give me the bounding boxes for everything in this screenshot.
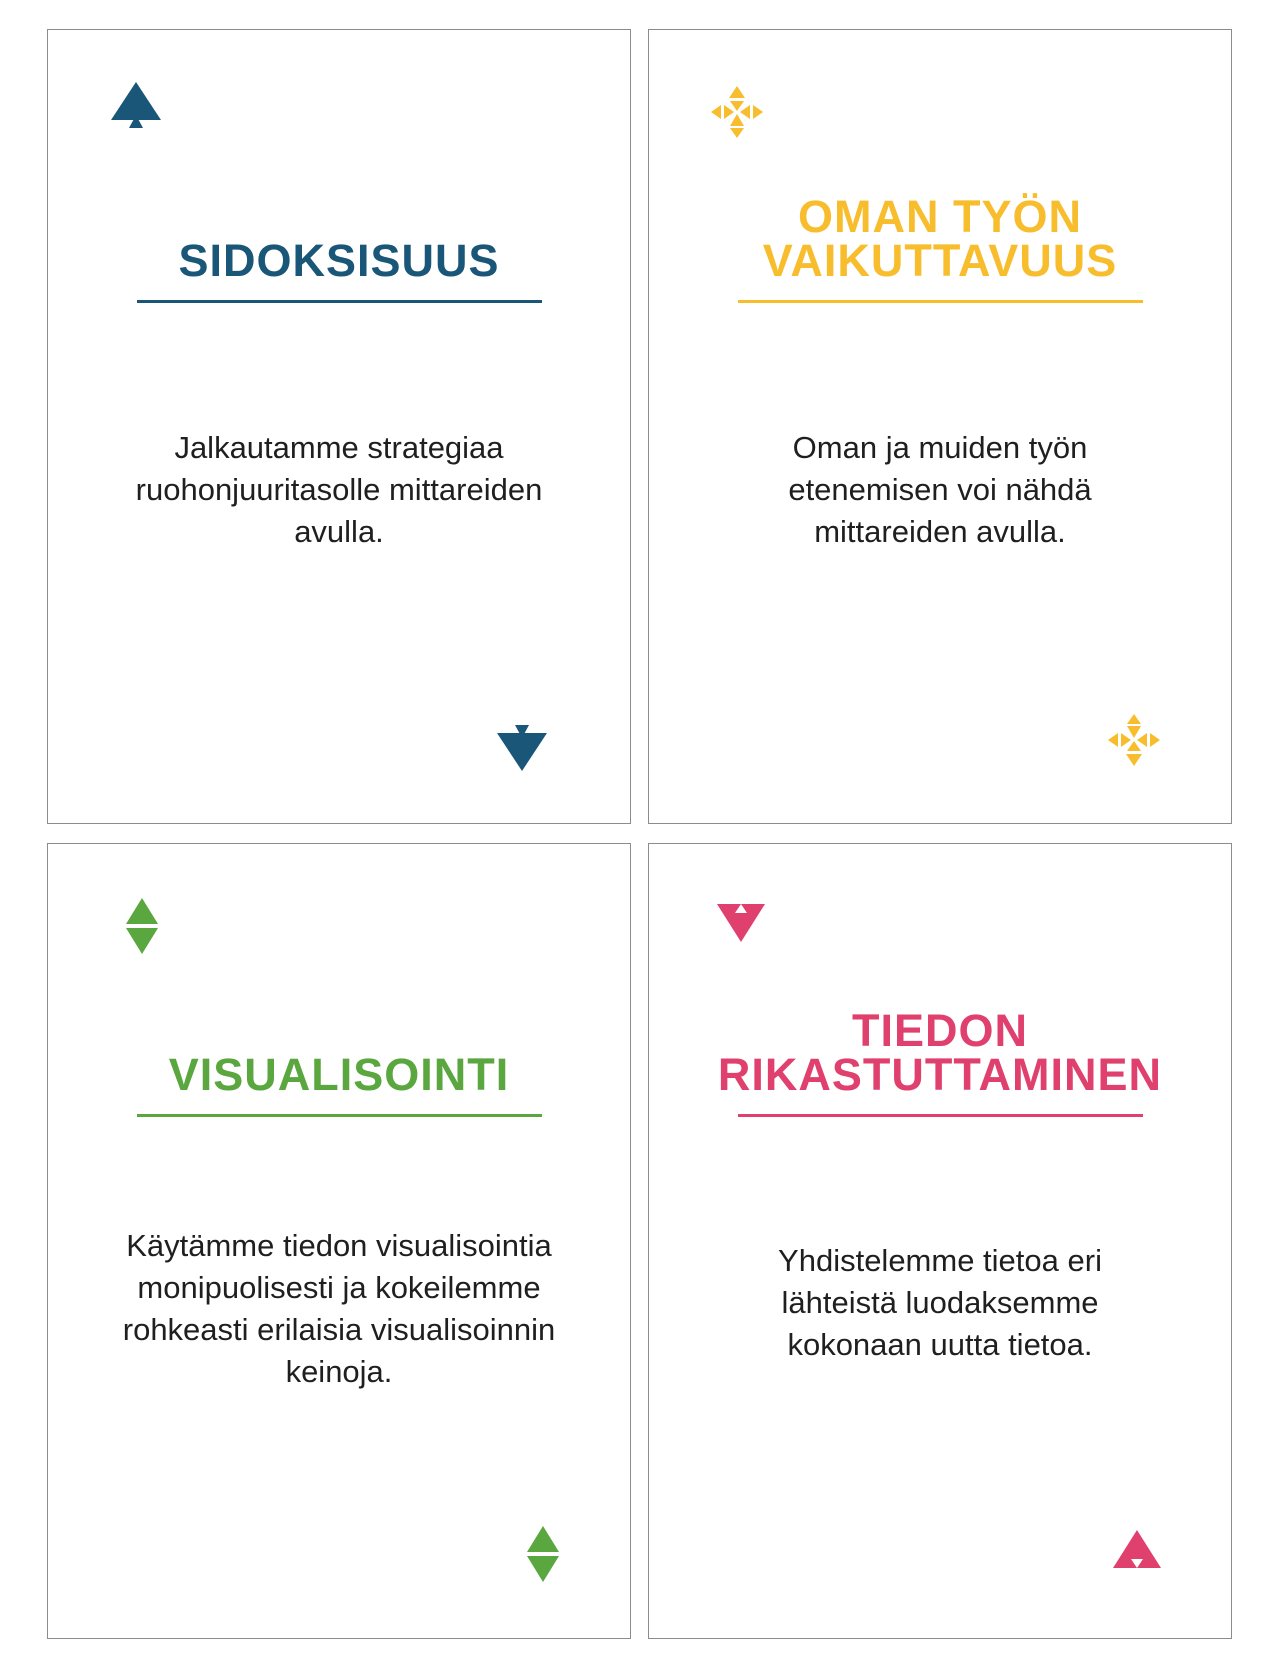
title-underline (137, 1114, 542, 1117)
club-icon (707, 82, 767, 142)
card-description: Jalkautamme strategiaa ruohonjuuritasolle mittareiden avulla. (135, 430, 543, 549)
card-oman-tyon-vaikuttavuus (648, 29, 1232, 824)
card-tiedon-rikastuttaminen (648, 843, 1232, 1639)
card-title-block (48, 982, 630, 1117)
card-sidoksisuus (47, 29, 631, 824)
card-description: Yhdistelemme tietoa eri lähteistä luodaksemme kokonaan uutta tietoa. (778, 1243, 1102, 1362)
card-title: TIEDON RIKASTUTTAMINEN (717, 1005, 1163, 1100)
card-visualisointi (47, 843, 631, 1639)
card-description: Käytämme tiedon visualisointia monipuolisesti ja kokeilemme rohkeasti erilaisia visualisoinnin keinoja. (122, 1228, 556, 1389)
title-underline (738, 1114, 1143, 1117)
card-description: Oman ja muiden työn etenemisen voi nähdä mittareiden avulla. (788, 430, 1092, 549)
club-icon (1104, 710, 1164, 770)
card-title-block (649, 982, 1231, 1117)
spade-icon (106, 82, 166, 142)
card-title: VISUALISOINTI (168, 1049, 510, 1100)
card-title-block (48, 168, 630, 303)
diamond-icon (513, 1524, 573, 1584)
heart-icon (711, 896, 771, 956)
card-title: OMAN TYÖN VAIKUTTAVUUS (762, 191, 1118, 286)
heart-icon (1107, 1516, 1167, 1576)
title-underline (738, 300, 1143, 303)
diamond-icon (112, 896, 172, 956)
card-title: SIDOKSISUUS (178, 235, 500, 286)
card-title-block (649, 168, 1231, 303)
title-underline (137, 300, 542, 303)
spade-icon (492, 711, 552, 771)
